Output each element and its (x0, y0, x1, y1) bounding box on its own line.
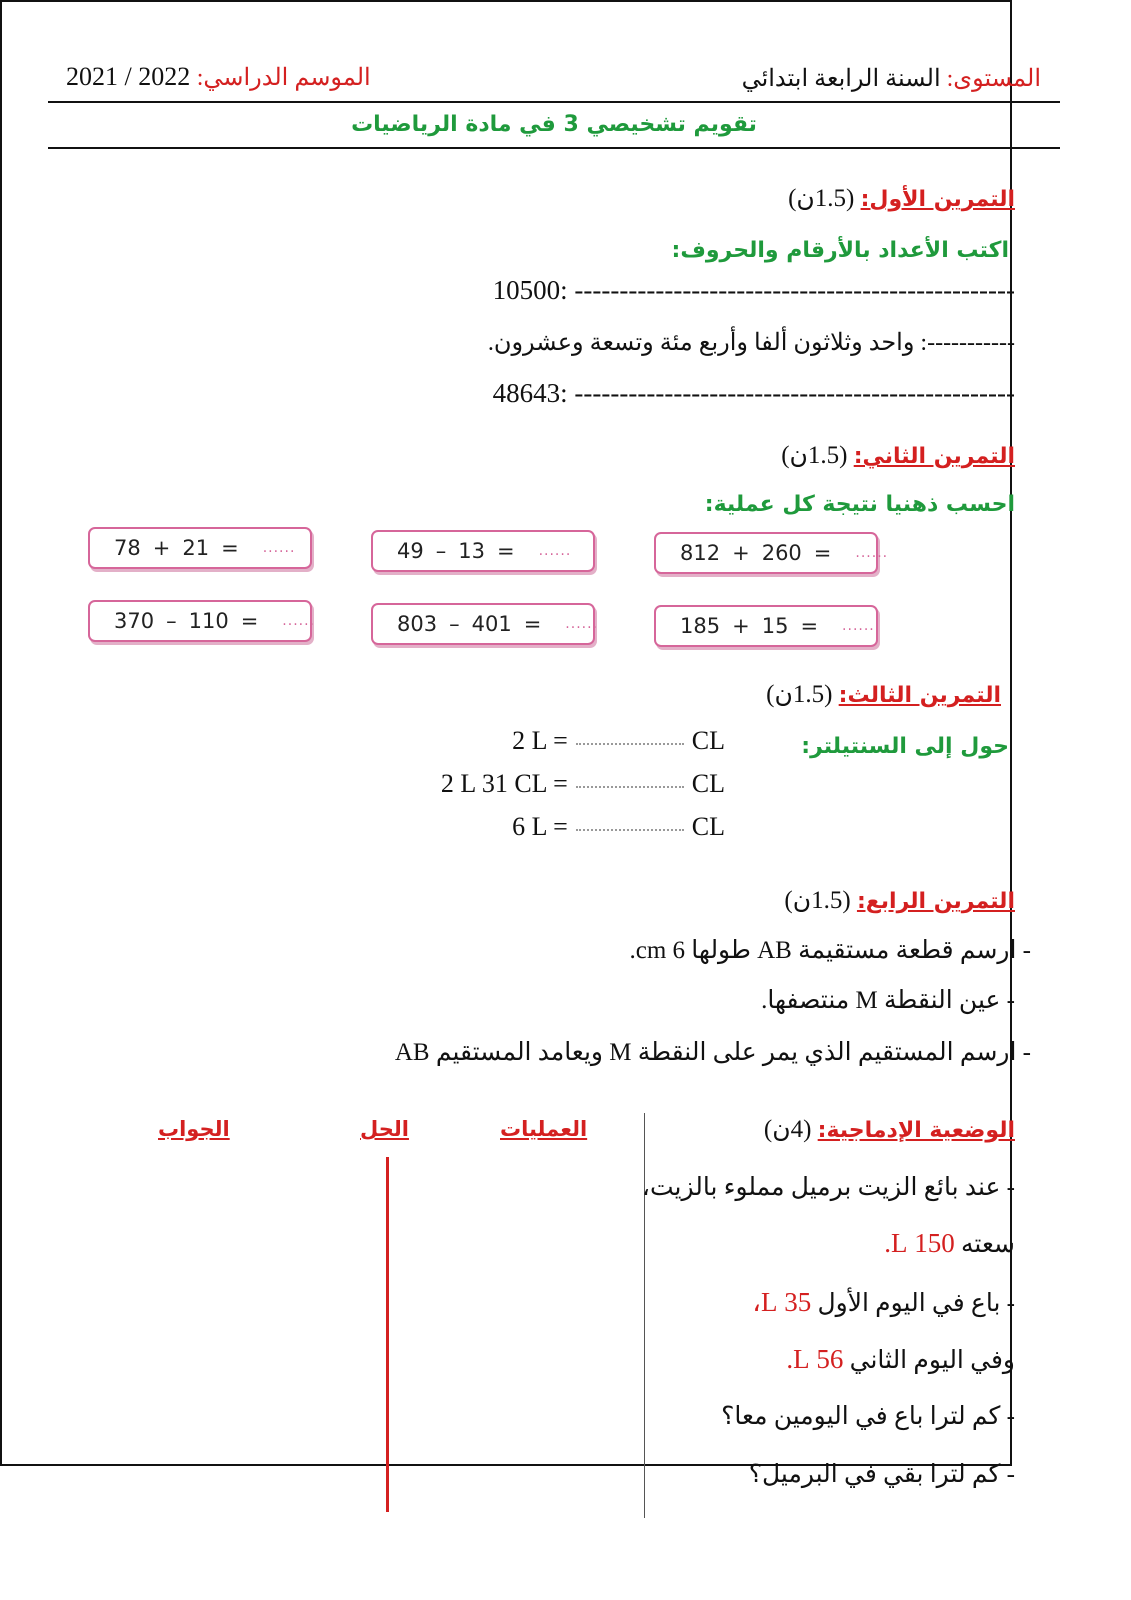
operand-b: 15 (761, 614, 789, 638)
conversion-given: 6 L = (512, 812, 568, 841)
quantity-value: 150 L. (884, 1228, 955, 1258)
ex1-instruction: اكتب الأعداد بالأرقام والحروف: (671, 238, 1009, 263)
ex3-instruction: حول إلى السنتيلتر: (801, 734, 1009, 759)
column-operations: العمليات (500, 1117, 588, 1141)
operand-b: 13 (458, 539, 485, 563)
operator: + (152, 536, 171, 560)
answer-blank: ...... (855, 545, 889, 561)
quantity-value: 35 L، (752, 1287, 812, 1317)
ex4-heading (784, 885, 1015, 915)
operand-a: 370 (114, 609, 155, 633)
answer-blank: ...... (565, 616, 598, 632)
operand-a: 812 (680, 541, 721, 565)
answer-blank: ...... (262, 540, 296, 556)
text: - باع في اليوم الأول (811, 1290, 1015, 1317)
ex4-label: التمرين الرابع: (856, 889, 1015, 914)
operator: – (435, 539, 447, 563)
integration-line-4 (786, 1344, 1015, 1375)
operation-box (654, 605, 878, 647)
operation-box (371, 530, 595, 572)
operator: + (732, 614, 750, 638)
operator: – (449, 612, 460, 636)
level-label: المستوى: (946, 66, 1041, 92)
integration-points: (4ن) (763, 1116, 812, 1143)
integration-line-1: - عند بائع الزيت برميل مملوء بالزيت، (641, 1174, 1015, 1201)
season-value: 2021 / 2022 (66, 62, 191, 91)
equals-sign: = (800, 614, 819, 638)
ex1-line-3: 48643: ------------------------------------------------- (492, 378, 1015, 408)
answer-blank (576, 829, 684, 831)
text: سعته (954, 1231, 1015, 1258)
solution-answer-divider (386, 1157, 389, 1512)
conversion-unit: CL (691, 812, 725, 841)
ex4-line-3: - ارسم المستقيم الذي يمر على النقطة M ويعامد المستقيم AB (394, 1039, 1031, 1066)
column-solution: الحل (360, 1117, 409, 1141)
operand-b: 401 (471, 612, 512, 636)
operation-box (654, 532, 889, 574)
level-value: السنة الرابعة ابتدائي (741, 66, 941, 92)
ex2-heading (781, 440, 1015, 470)
ex2-instruction: احسب ذهنيا نتيجة كل عملية: (704, 492, 1015, 517)
conversion-unit: CL (691, 726, 725, 755)
ex1-heading (788, 183, 1015, 213)
text: وفي اليوم الثاني (843, 1347, 1015, 1374)
ex3-label: التمرين الثالث: (838, 683, 1001, 708)
season-label: الموسم الدراسي: (196, 65, 371, 91)
ex1-points: (1.5ن) (788, 185, 855, 212)
ex4-points: (1.5ن) (784, 887, 851, 914)
ex4-line-1: - ارسم قطعة مستقيمة AB طولها 6 cm. (629, 937, 1031, 964)
conversion-given: 2 L = (512, 726, 568, 755)
integration-heading (764, 1114, 1015, 1144)
operand-a: 49 (397, 539, 424, 563)
operand-a: 803 (397, 612, 438, 636)
equals-sign: = (221, 536, 239, 560)
operation-box (88, 527, 312, 569)
integration-line-2 (884, 1228, 1015, 1259)
ex2-points: (1.5ن) (781, 442, 848, 469)
integration-question-2: - كم لترا بقي في البرميل؟ (748, 1461, 1015, 1488)
operand-a: 185 (680, 614, 721, 638)
integration-question-1: - كم لترا باع في اليومين معا؟ (721, 1403, 1015, 1430)
operation-box (371, 603, 598, 645)
integration-line-3 (752, 1287, 1015, 1318)
equals-sign: = (240, 609, 259, 633)
equals-sign: = (496, 539, 515, 563)
operator: + (732, 541, 750, 565)
answer-blank: ...... (282, 613, 315, 629)
title-divider (48, 147, 1060, 149)
conversion-unit: CL (691, 769, 725, 798)
ex3-heading (766, 679, 1001, 709)
ex2-label: التمرين الثاني: (853, 444, 1015, 469)
header-divider (48, 101, 1060, 103)
column-answer: الجواب (158, 1117, 230, 1141)
ex1-line-2: -----------: واحد وثلاثون ألفا وأربع مئة وتسعة وعشرون. (487, 330, 1015, 356)
answer-blank (576, 786, 684, 788)
conversion-given: 2 L 31 CL = (440, 769, 568, 798)
ex4-line-2: - عين النقطة M منتصفها. (761, 987, 1015, 1014)
quantity-value: 56 L. (786, 1344, 844, 1374)
conversion-row (512, 726, 725, 756)
operand-b: 110 (188, 609, 229, 633)
equals-sign: = (813, 541, 832, 565)
answer-blank (576, 743, 684, 745)
operand-a: 78 (114, 536, 141, 560)
operand-b: 260 (761, 541, 802, 565)
operand-b: 21 (182, 536, 210, 560)
integration-label: الوضعية الإدماجية: (817, 1118, 1015, 1143)
operator: – (166, 609, 177, 633)
ex1-line-1: 10500: ------------------------------------------------- (492, 275, 1015, 305)
level-info (742, 64, 1041, 93)
equals-sign: = (523, 612, 542, 636)
page-title: تقويم تشخيصي 3 في مادة الرياضيات (351, 112, 757, 137)
season-info (66, 62, 371, 92)
answer-blank: ...... (538, 543, 572, 559)
conversion-row (512, 812, 725, 842)
conversion-row (441, 769, 725, 799)
ex1-label: التمرين الأول: (860, 187, 1015, 212)
answer-blank: ...... (842, 618, 875, 634)
operation-box (88, 600, 315, 642)
ex3-points: (1.5ن) (766, 681, 833, 708)
